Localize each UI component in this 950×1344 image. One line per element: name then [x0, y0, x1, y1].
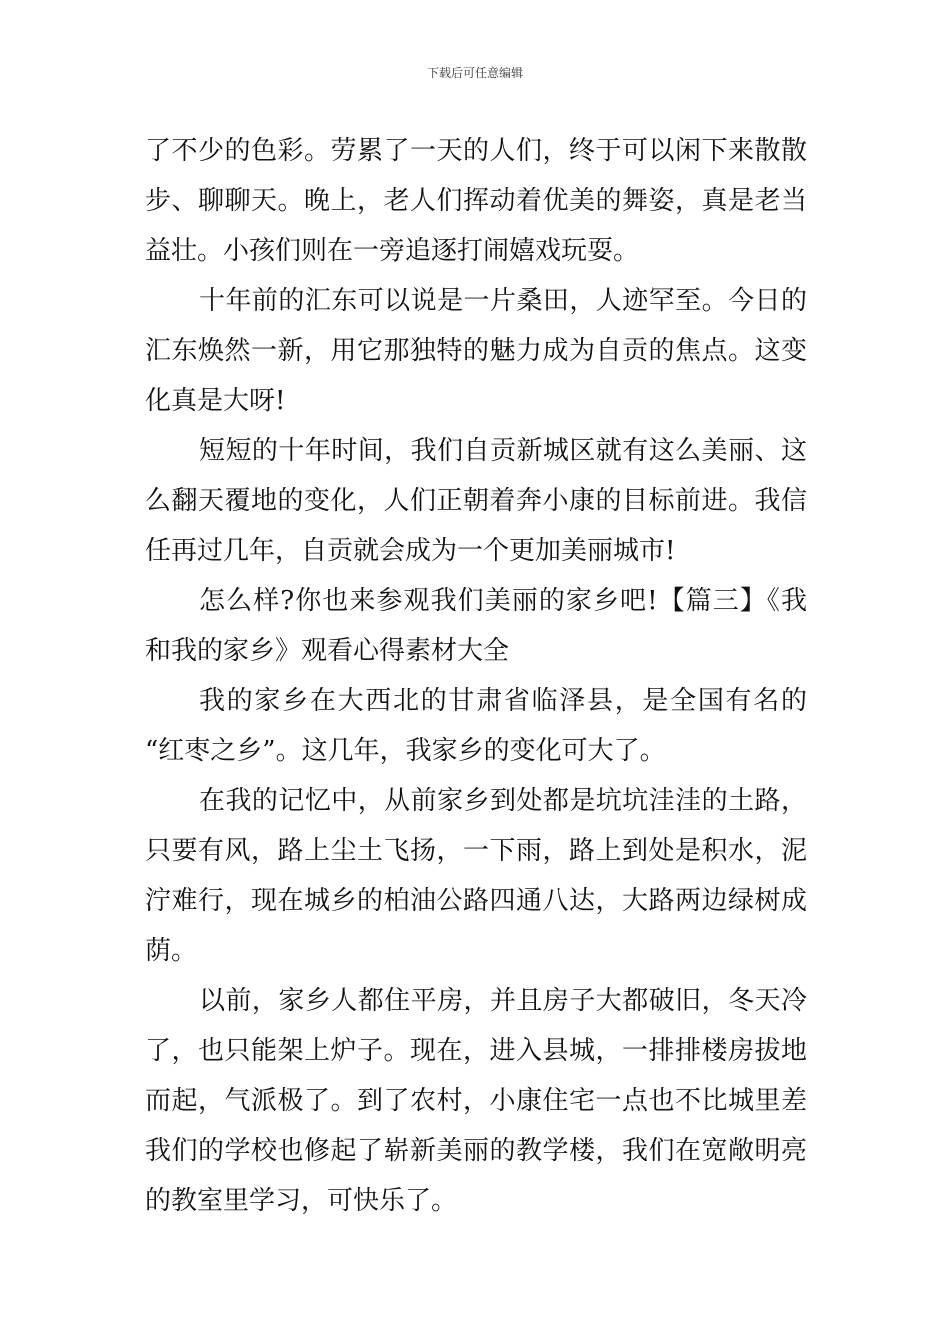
- text-line: 了，也只能架上炉子。现在，进入县城，一排排楼房拔地: [145, 1036, 807, 1066]
- paragraph: [145, 576, 807, 676]
- text-line: 只要有风，路上尘土飞扬，一下雨，路上到处是积水，泥: [145, 836, 807, 866]
- text-line: 和我的家乡》观看心得素材大全: [145, 636, 510, 666]
- text-line: 汇东焕然一新，用它那独特的魅力成为自贡的焦点。这变: [145, 336, 807, 366]
- text-line: 荫。: [145, 936, 198, 966]
- text-line: 泞难行，现在城乡的柏油公路四通八达，大路两边绿树成: [145, 886, 807, 916]
- text-line: 任再过几年，自贡就会成为一个更加美丽城市!: [145, 536, 676, 566]
- text-line: 而起，气派极了。到了农村，小康住宅一点也不比城里差: [145, 1086, 807, 1116]
- paragraph: [145, 426, 807, 576]
- text-line: 的教室里学习，可快乐了。: [145, 1186, 458, 1216]
- text-line: 我们的学校也修起了崭新美丽的教学楼，我们在宽敞明亮: [145, 1136, 807, 1166]
- text-line: 以前，家乡人都住平房，并且房子大都破旧，冬天冷: [199, 986, 807, 1016]
- text-line: “红枣之乡”。这几年，我家乡的变化可大了。: [145, 736, 666, 766]
- document-body: [145, 126, 807, 1226]
- paragraph: [145, 676, 807, 776]
- text-line: 怎么样?你也来参观我们美丽的家乡吧!【篇三】《我: [199, 586, 807, 616]
- paragraph: [145, 126, 807, 276]
- text-line: 短短的十年时间，我们自贡新城区就有这么美丽、这: [199, 436, 807, 466]
- text-line: 我的家乡在大西北的甘肃省临泽县，是全国有名的: [199, 686, 807, 716]
- paragraph: [145, 976, 807, 1226]
- text-line: 益壮。小孩们则在一旁追逐打闹嬉戏玩耍。: [145, 236, 640, 266]
- text-line: 步、聊聊天。晚上，老人们挥动着优美的舞姿，真是老当: [145, 186, 807, 216]
- paragraph: [145, 776, 807, 976]
- page-header-note: 下载后可任意编辑: [426, 66, 523, 80]
- text-line: 在我的记忆中，从前家乡到处都是坑坑洼洼的土路，: [199, 786, 807, 816]
- text-line: 了不少的色彩。劳累了一天的人们，终于可以闲下来散散: [145, 136, 807, 166]
- text-line: 么翻天覆地的变化，人们正朝着奔小康的目标前进。我信: [145, 486, 807, 516]
- paragraph: [145, 276, 807, 426]
- text-line: 化真是大呀!: [145, 386, 286, 416]
- text-line: 十年前的汇东可以说是一片桑田，人迹罕至。今日的: [199, 286, 807, 316]
